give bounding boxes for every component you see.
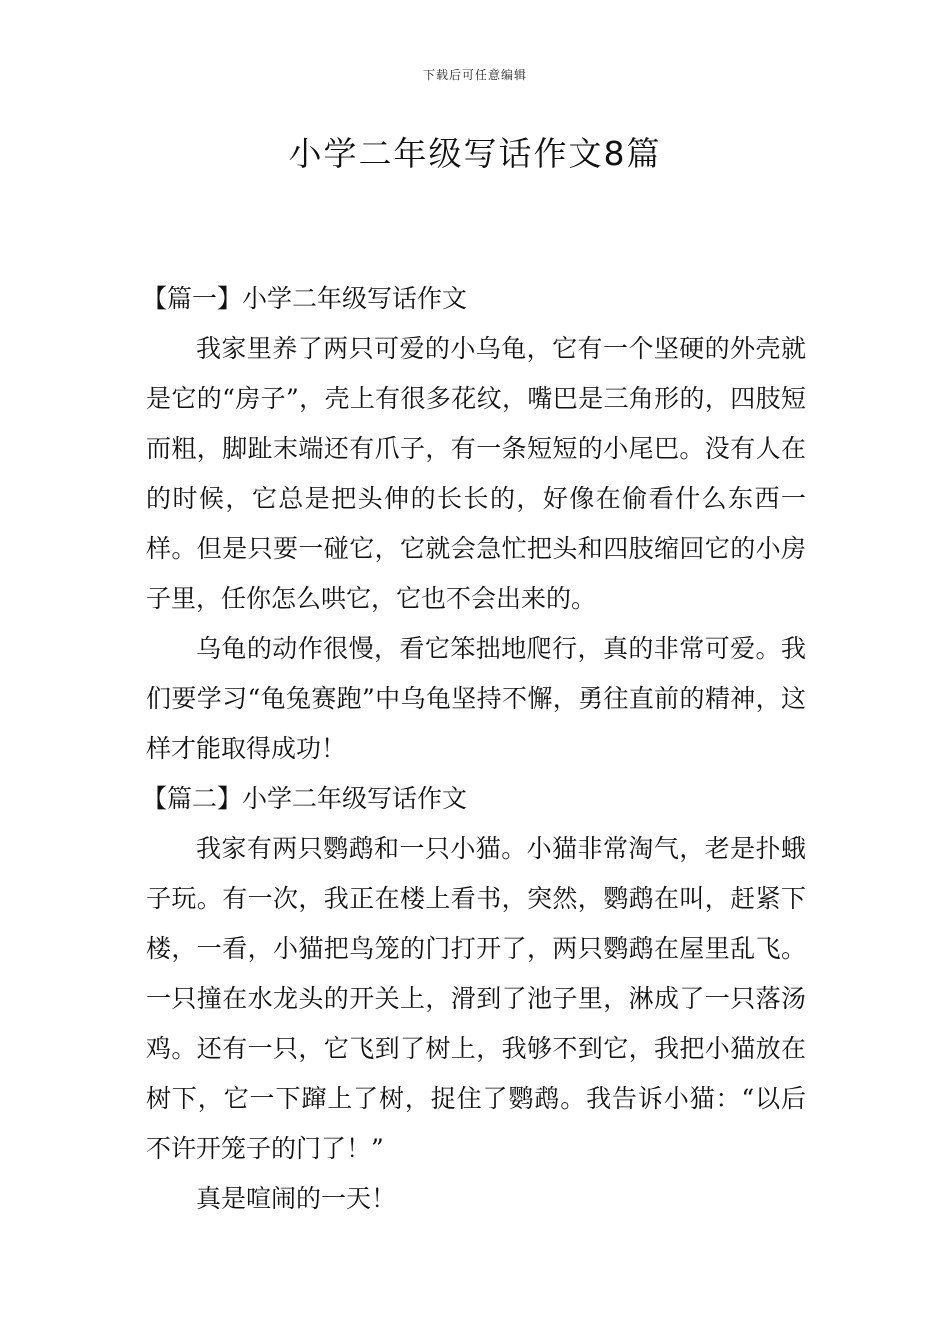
document-body	[142, 274, 806, 1224]
section-2	[142, 774, 806, 1224]
paragraph: 我家有两只鹦鹉和一只小猫。小猫非常淘气，老是扑蛾子玩。有一次，我正在楼上看书，突然，鹦鹉在叫，赶紧下楼，一看，小猫把鸟笼的门打开了，两只鹦鹉在屋里乱飞。一只撞在水龙头的开关上，滑到了池子里，淋成了一只落汤鸡。还有一只，它飞到了树上，我够不到它，我把小猫放在树下，它一下蹿上了树，捉住了鹦鹉。我告诉小猫：“以后不许开笼子的门了！”	[146, 834, 806, 1163]
section-heading: 【篇二】小学二年级写话作文	[142, 784, 468, 813]
paragraph: 我家里养了两只可爱的小乌龟，它有一个坚硬的外壳就是它的“房子”，壳上有很多花纹，嘴巴是三角形的，四肢短而粗，脚趾末端还有爪子，有一条短短的小尾巴。没有人在的时候，它总是把头伸的长长的，好像在偷看什么东西一样。但是只要一碰它，它就会急忙把头和四肢缩回它的小房子里，任你怎么哄它，它也不会出来的。	[146, 334, 806, 613]
section-1	[142, 274, 806, 774]
section-heading: 【篇一】小学二年级写话作文	[142, 284, 468, 313]
download-note: 下载后可任意编辑	[422, 68, 527, 82]
paragraph: 真是喧闹的一天！	[196, 1184, 397, 1213]
document-title: 小学二年级写话作文8篇	[288, 134, 662, 173]
paragraph: 乌龟的动作很慢，看它笨拙地爬行，真的非常可爱。我们要学习“龟兔赛跑”中乌龟坚持不懈，勇往直前的精神，这样才能取得成功！	[146, 634, 806, 763]
